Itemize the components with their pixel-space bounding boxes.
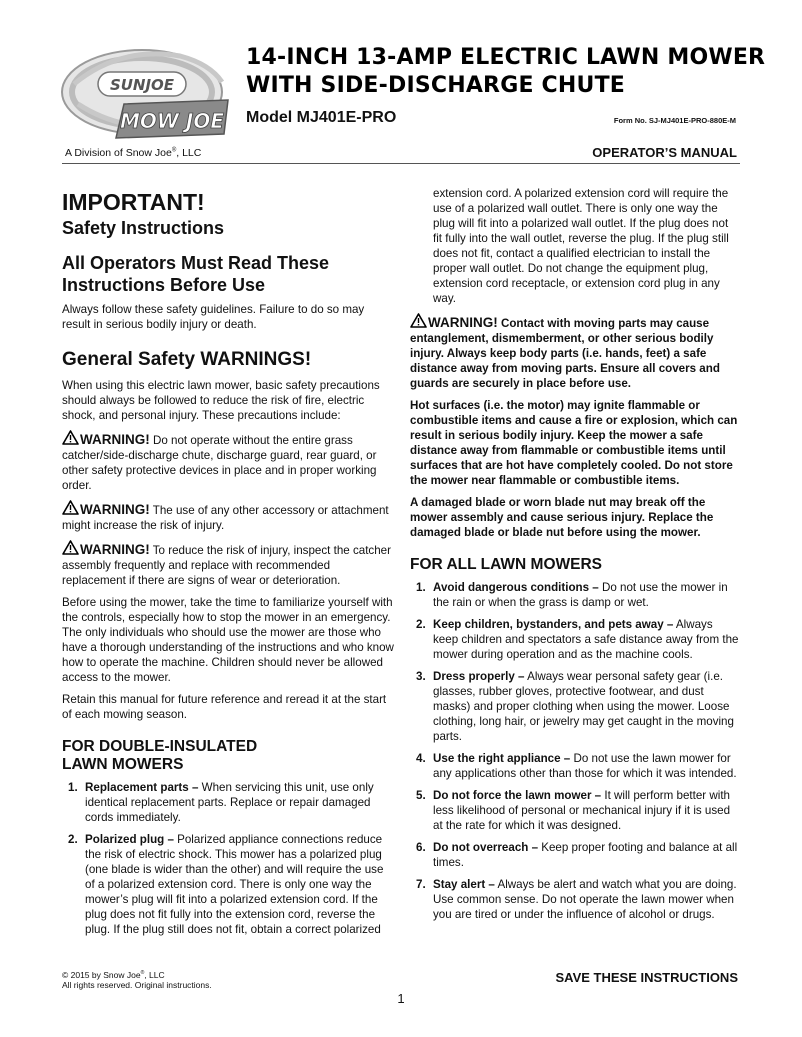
warning-text: The use of any other accessory or attachment might increase the risk of injury. [62, 504, 389, 532]
list-item-lead: Dress properly – [433, 670, 525, 683]
left-column [62, 189, 394, 944]
list-item-text: Always keep children and spectators a safe distance away from the mower during operation and as the machine cools. [433, 618, 739, 661]
before-using-paragraph: Before using the mower, take the time to familiarize yourself with the controls, especially how to stop the mower in an emergency. The only individuals who should use the mower are those who have a thorough understanding of the instructions and who know how to operate the machine. Children should never be allowed access to the mower. [62, 596, 394, 684]
hot-surfaces-paragraph: Hot surfaces (i.e. the motor) may ignite flammable or combustible items and cause a fire or explosion, which can result in serious bodily injury. Keep the mower a safe distance away from flammable or combustible items until surfaces that are hot have completely cooled. Do not store the mower near flammable or combustible items. [410, 399, 738, 487]
list-number: 3. [416, 670, 426, 683]
list-item-text: Always wear personal safety gear (i.e. glasses, rubber gloves, protective footwear, and dust masks) and proper clothing when using the mower. Loose clothing, long hair, or jewelry may get caught in the moving parts. [433, 670, 734, 743]
list-number: 1. [416, 581, 426, 594]
document-title [246, 44, 765, 100]
list-item [62, 780, 394, 825]
list-item [410, 580, 740, 610]
list-item-lead: Polarized plug – [85, 833, 174, 846]
list-item [410, 840, 740, 870]
warning-block-1 [62, 430, 394, 493]
general-paragraph: When using this electric lawn mower, basic safety precautions should always be followed to reduce the risk of fire, electric shock, and personal injury. These precautions include: [62, 379, 380, 422]
warning-triangle-icon [62, 500, 79, 515]
list-number: 6. [416, 841, 426, 854]
page-number: 1 [397, 991, 405, 1006]
warning-label: WARNING! [428, 315, 498, 330]
list-item-text: Do not use the lawn mower for any applications other than those for which it was intended. [433, 752, 737, 780]
important-heading: IMPORTANT! [62, 189, 205, 215]
list-number: 1. [68, 781, 78, 794]
warning-text: Contact with moving parts may cause entanglement, dismemberment, or other serious bodily injury. Always keep body parts (i.e. hands, feet) a safe distance away from moving parts. Ensure all covers and guards are securely in place before use. [410, 317, 720, 390]
damaged-blade-paragraph: A damaged blade or worn blade nut may break off the mower assembly and cause serious injury. Replace the damaged blade or blade nut before using the mower. [410, 496, 714, 539]
warning-label: WARNING! [80, 542, 150, 557]
list-item [62, 832, 394, 937]
list-item [410, 751, 740, 781]
moving-parts-warning [410, 313, 740, 391]
division-reg-mark: ® [171, 147, 177, 154]
division-suffix: , LLC [176, 147, 202, 159]
list-item-text: Always be alert and watch what you are doing. Use common sense. Do not operate the lawn mower when you are tired or under the influence of alcohol or drugs. [433, 878, 737, 921]
all-lawn-mowers-list [410, 580, 740, 922]
all-lawn-mowers-heading: FOR ALL LAWN MOWERS [410, 556, 603, 573]
list-item-text: Do not use the mower in the rain or when the grass is damp or wet. [433, 581, 728, 609]
title-line-2: WITH SIDE-DISCHARGE CHUTE [246, 73, 625, 98]
list-item [410, 788, 740, 833]
logo-bottom-text: MOW JOE [119, 109, 225, 133]
sunjoe-mowjoe-logo [60, 42, 236, 150]
warning-triangle-icon [62, 430, 79, 445]
double-insulated-heading-line-1: FOR DOUBLE-INSULATED [62, 738, 258, 755]
list-item-lead: Keep children, bystanders, and pets away – [433, 618, 674, 631]
double-insulated-list [62, 780, 394, 937]
general-warnings-heading: General Safety WARNINGS! [62, 349, 312, 370]
retain-paragraph: Retain this manual for future reference and reread it at the start of each mowing season. [62, 693, 387, 721]
list-item-lead: Do not overreach – [433, 841, 539, 854]
list-item-lead: Do not force the lawn mower – [433, 789, 602, 802]
warning-block-3 [62, 540, 394, 588]
list-item-lead: Stay alert – [433, 878, 495, 891]
warning-text: To reduce the risk of injury, inspect the catcher assembly frequently and replace with recommended replacement if there are signs of wear or deterioration. [62, 544, 391, 587]
safety-instructions-heading: Safety Instructions [62, 218, 225, 238]
list-number: 2. [68, 833, 78, 846]
list-item-lead: Use the right appliance – [433, 752, 571, 765]
list-number: 5. [416, 789, 426, 802]
list-item-text: It will perform better with less likelihood of personal or mechanical injury if it is used at the rate for which it was designed. [433, 789, 731, 832]
list-item [410, 877, 740, 922]
list-item-lead: Replacement parts – [85, 781, 199, 794]
warning-triangle-icon [410, 313, 427, 328]
title-line-1: 14-INCH 13-AMP ELECTRIC LAWN MOWER [246, 45, 766, 70]
warning-text: Do not operate without the entire grass catcher/side-discharge chute, discharge guard, rear guard, or other safety protective devices in place and in proper working order. [62, 434, 377, 492]
copyright-block [62, 968, 212, 990]
list-item-lead: Avoid dangerous conditions – [433, 581, 599, 594]
list-item [410, 669, 740, 744]
list-number: 4. [416, 752, 426, 765]
intro-paragraph: Always follow these safety guidelines. Failure to do so may result in serious bodily injury or death. [62, 303, 365, 331]
rights-line: All rights reserved. Original instructions. [62, 979, 212, 990]
division-line [65, 147, 201, 159]
copyright-reg-mark: ® [140, 970, 145, 976]
list-item-text: When servicing this unit, use only identical replacement parts. Replace or repair damaged cords immediately. [85, 781, 374, 824]
warning-triangle-icon [62, 540, 79, 555]
double-insulated-heading [62, 738, 394, 774]
logo-top-text: SUNJOE [109, 76, 175, 94]
right-column [410, 186, 740, 929]
model-number: Model MJ401E-PRO [246, 109, 397, 126]
copyright-text: © 2015 by Snow Joe [62, 969, 141, 980]
form-number: Form No. SJ-MJ401E-PRO-880E-M [613, 116, 736, 125]
all-operators-heading: All Operators Must Read These Instructions Before Use [62, 253, 330, 295]
warning-label: WARNING! [80, 502, 150, 517]
double-insulated-heading-line-2: LAWN MOWERS [62, 756, 184, 773]
polarized-plug-continuation: extension cord. A polarized extension cord will require the use of a polarized wall outlet. There is only one way the plug will fit into a polarized wall outlet. If the plug does not fit fully into the wall outlet, reverse the plug. If the plug still does not fit, contact a qualified electrician to install the proper wall outlet. Do not change the equipment plug, extension cord receptacle, or extension cord plug in any way. [433, 187, 729, 305]
list-item-text: Polarized appliance connections reduce the risk of electric shock. This mower has a polarized plug (one blade is wider than the other) and will require the use of a polarized extension cord. There is only one way the mower’s plug will fit into a polarized extension cord. If the plug does not fit fully into the extension cord, reverse the plug. If the plug still does not fit, obtain a correct polarized [85, 833, 384, 936]
list-number: 2. [416, 618, 426, 631]
warning-label: WARNING! [80, 432, 150, 447]
division-text: A Division of Snow Joe [65, 147, 172, 159]
list-item [410, 617, 740, 662]
save-instructions-label: SAVE THESE INSTRUCTIONS [555, 970, 738, 985]
copyright-suffix: , LLC [144, 969, 165, 980]
list-item-text: Keep proper footing and balance at all times. [433, 841, 738, 869]
header-divider [62, 163, 740, 164]
manual-label: OPERATOR’S MANUAL [592, 145, 737, 160]
list-number: 7. [416, 878, 426, 891]
warning-block-2 [62, 500, 394, 533]
copyright-line [62, 968, 212, 980]
brand-logo [60, 42, 236, 150]
